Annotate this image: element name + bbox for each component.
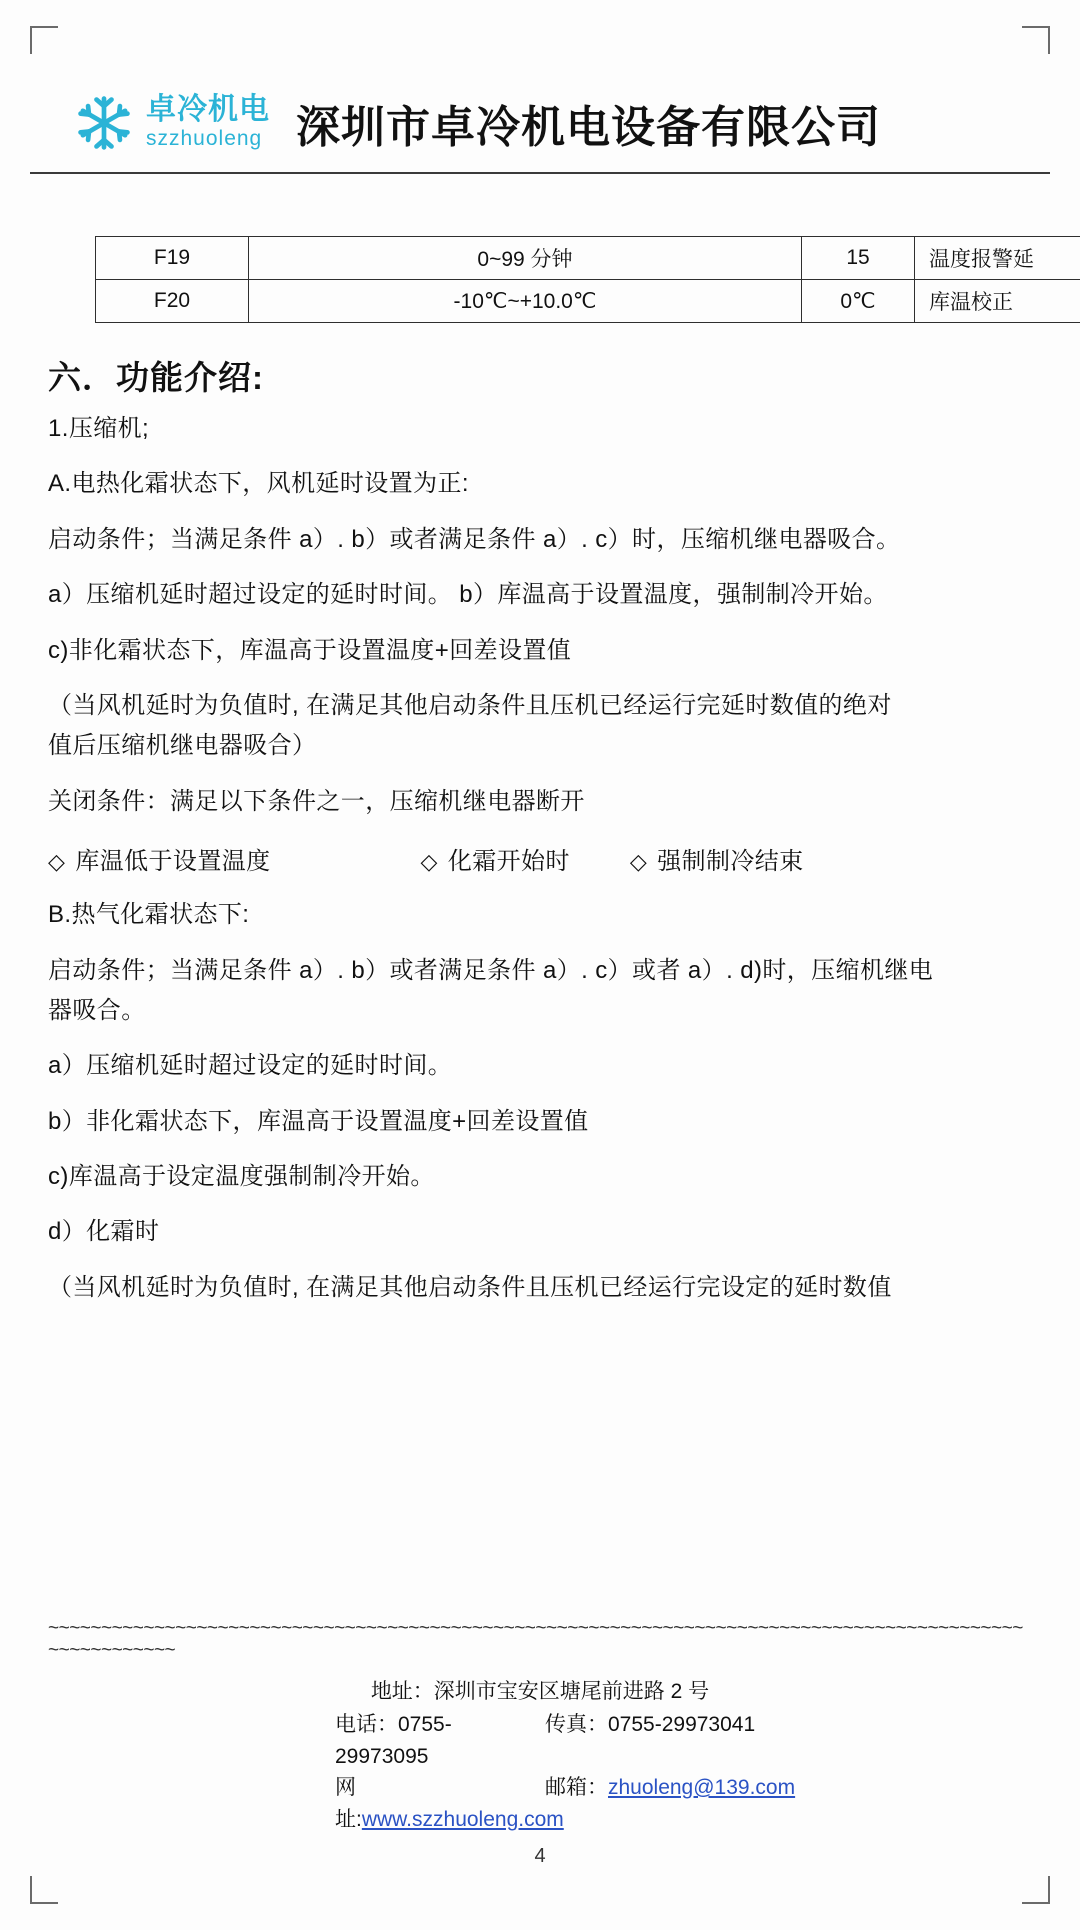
footer-email: [505, 1772, 905, 1835]
diamond-icon: ◇: [629, 849, 648, 875]
cell-code: F19: [96, 237, 249, 280]
cell-range: -10℃~+10.0℃: [249, 280, 802, 323]
footer-phone-label: 电话：: [335, 1713, 398, 1736]
condition-item: [630, 841, 804, 876]
body-line: c)库温高于设定温度强制制冷开始。: [48, 1163, 435, 1191]
body-line: 启动条件；当满足条件 a）. b）或者满足条件 a）. c）或者 a）. d)时，压缩机继电: [48, 956, 934, 984]
diamond-icon: ◇: [48, 849, 66, 875]
body-line: （当风机延时为负值时, 在满足其他启动条件且压机已经运行完设定的延时数值: [48, 1273, 892, 1301]
condition-item: [48, 841, 271, 876]
crop-mark-bottom-right: [1022, 1876, 1050, 1904]
logo-chinese-name: 卓冷机电: [146, 93, 270, 127]
company-title: 深圳市卓冷机电设备有限公司: [296, 102, 881, 152]
footer-phone: [175, 1709, 505, 1772]
document-body: [48, 352, 1048, 1327]
email-link[interactable]: zhuoleng@139.com: [608, 1776, 796, 1799]
body-line: A.电热化霜状态下，风机延时设置为正:: [48, 470, 469, 498]
body-line: 1.压缩机;: [48, 415, 150, 442]
cell-description: 温度报警延: [915, 237, 1080, 280]
body-line: （当风机延时为负值时, 在满足其他启动条件且压机已经运行完延时数值的绝对: [48, 691, 892, 719]
footer-web-label: 网址:: [335, 1776, 362, 1831]
cell-code: F20: [96, 280, 249, 323]
snowflake-icon: [72, 91, 136, 155]
body-line: d）化霜时: [48, 1218, 160, 1246]
cell-description: 库温校正: [915, 280, 1080, 323]
cell-default: 15: [802, 237, 915, 280]
website-link[interactable]: www.szzhuoleng.com: [361, 1807, 564, 1831]
footer-contact: [48, 1676, 1032, 1836]
body-line: B.热气化霜状态下:: [48, 901, 250, 929]
page-number: 4: [534, 1845, 546, 1867]
footer-email-label: 邮箱：: [545, 1776, 608, 1799]
body-line: a）压缩机延时超过设定的延时时间。: [48, 1052, 453, 1080]
cell-range: 0~99 分钟: [249, 237, 802, 280]
condition-label: 化霜开始时: [447, 848, 570, 876]
parameter-table: [95, 236, 1080, 323]
body-line: 关闭条件：满足以下条件之一，压缩机继电器断开: [48, 787, 585, 815]
body-line: 值后压缩机继电器吸合）: [48, 732, 317, 760]
document-footer: [48, 1618, 1032, 1868]
footer-fax-value: 0755-29973041: [608, 1713, 756, 1736]
footer-fax-label: 传真：: [545, 1713, 608, 1736]
condition-label: 库温低于设置温度: [75, 848, 271, 876]
body-line: b）非化霜状态下，库温高于设置温度+回差设置值: [48, 1107, 589, 1135]
footer-web-row: [48, 1772, 1032, 1835]
footer-website: [175, 1772, 564, 1835]
logo-wordmark: [146, 93, 270, 151]
cell-default: 0℃: [802, 280, 915, 323]
diamond-icon: ◇: [420, 849, 438, 875]
header-divider: [30, 172, 1050, 174]
crop-mark-top-right: [1022, 26, 1050, 54]
section-heading: 六．功能介绍:: [48, 359, 264, 396]
table-row: [96, 237, 1080, 280]
body-line: c)非化霜状态下，库温高于设置温度+回差设置值: [48, 636, 572, 664]
crop-mark-bottom-left: [30, 1876, 58, 1904]
body-line: 启动条件；当满足条件 a）. b）或者满足条件 a）. c）时，压缩机继电器吸合。: [48, 525, 901, 553]
condition-list: [48, 841, 1048, 876]
footer-separator: ~~~~~~~~~~~~~~~~~~~~~~~~~~~~~~~~~~~~~~~~~~~~~~~~~~~~~~~~~~~~~~~~~~~~~~~~~~~~~~~~~~~~~~~~~~~~~~~~~~~~~~~~: [48, 1617, 1023, 1661]
document-header: [0, 70, 1080, 175]
body-line: 器吸合。: [48, 996, 146, 1024]
footer-fax: [505, 1709, 905, 1772]
condition-item: [421, 841, 570, 876]
table-row: [96, 280, 1080, 323]
crop-mark-top-left: [30, 26, 58, 54]
body-line: a）压缩机延时超过设定的延时时间。 b）库温高于设置温度，强制制冷开始。: [48, 581, 888, 609]
footer-phone-value: 0755-29973095: [335, 1713, 452, 1768]
logo-pinyin: szzhuoleng: [146, 127, 263, 151]
condition-label: 强制制冷结束: [657, 848, 804, 876]
footer-phone-row: [48, 1709, 1032, 1772]
footer-address: 地址：深圳市宝安区塘尾前进路 2 号: [370, 1679, 710, 1703]
